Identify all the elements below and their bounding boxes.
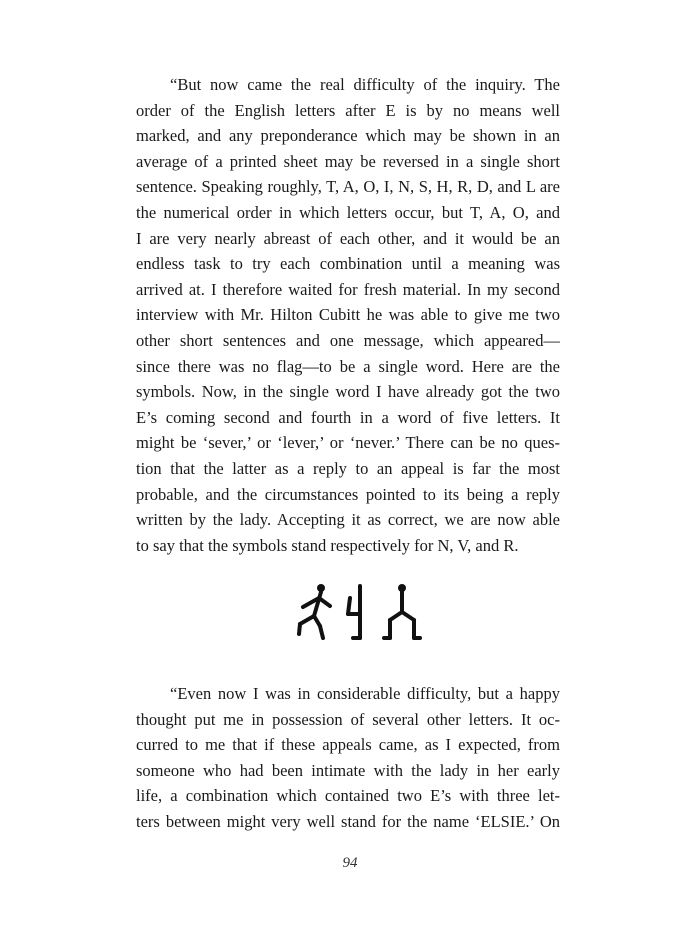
text-line: might be ‘sever,’ or ‘lever,’ or ‘never.’ There can be no ques- xyxy=(136,433,560,453)
dancing-man-r-icon xyxy=(384,584,420,638)
text-line: since there was no flag—to be a single word. Here are the xyxy=(136,356,560,376)
text-line: life, a combination which contained two E’s with three let- xyxy=(136,786,560,806)
text-line: sentence. Speaking roughly, T, A, O, I, N, S, H, R, D, and L are xyxy=(136,177,560,197)
text-line: average of a printed sheet may be reversed in a single short xyxy=(136,151,560,171)
text-line: I are very nearly abreast of each other, and it would be an xyxy=(136,228,560,248)
text-line: tion that the latter as a reply to an appeal is far the most xyxy=(136,458,560,478)
text-line: probable, and the circumstances pointed to its being a reply xyxy=(136,484,560,504)
text-line: order of the English letters after E is by no means well xyxy=(136,100,560,120)
dancing-man-n-icon xyxy=(299,584,330,638)
text-line: interview with Mr. Hilton Cubitt he was able to give me two xyxy=(136,305,560,325)
text-line: ters between might very well stand for the name ‘ELSIE.’ On xyxy=(136,811,560,831)
text-line: symbols. Now, in the single word I have already got the two xyxy=(136,382,560,402)
text-line: endless task to try each combination until a meaning was xyxy=(136,254,560,274)
text-line: thought put me in possession of several other letters. It oc- xyxy=(136,709,560,729)
text-line: curred to me that if these appeals came, as I expected, from xyxy=(136,735,560,755)
text-line: E’s coming second and fourth in a word of five letters. It xyxy=(136,407,560,427)
text-line: to say that the symbols stand respectively for N, V, and R. xyxy=(136,535,519,555)
text-line: someone who had been intimate with the lady in her early xyxy=(136,760,560,780)
dancing-man-v-icon xyxy=(348,586,360,638)
text-line: other short sentences and one message, which appeared— xyxy=(136,330,560,350)
text-line: written by the lady. Accepting it as correct, we are now able xyxy=(136,510,560,530)
text-line: arrived at. I therefore waited for fresh material. In my second xyxy=(136,279,560,299)
page-number: 94 xyxy=(342,855,358,871)
dancing-men-cipher-icon xyxy=(290,578,430,648)
text-line: “Even now I was in considerable difficulty, but a happy xyxy=(170,684,560,703)
paragraph-1 xyxy=(136,72,560,558)
text-line: “But now came the real difficulty of the inquiry. The xyxy=(170,75,560,94)
paragraph-2 xyxy=(136,681,560,835)
text-line: the numerical order in which letters occur, but T, A, O, and xyxy=(136,202,560,222)
text-line: marked, and any preponderance which may be shown in an xyxy=(136,126,560,146)
